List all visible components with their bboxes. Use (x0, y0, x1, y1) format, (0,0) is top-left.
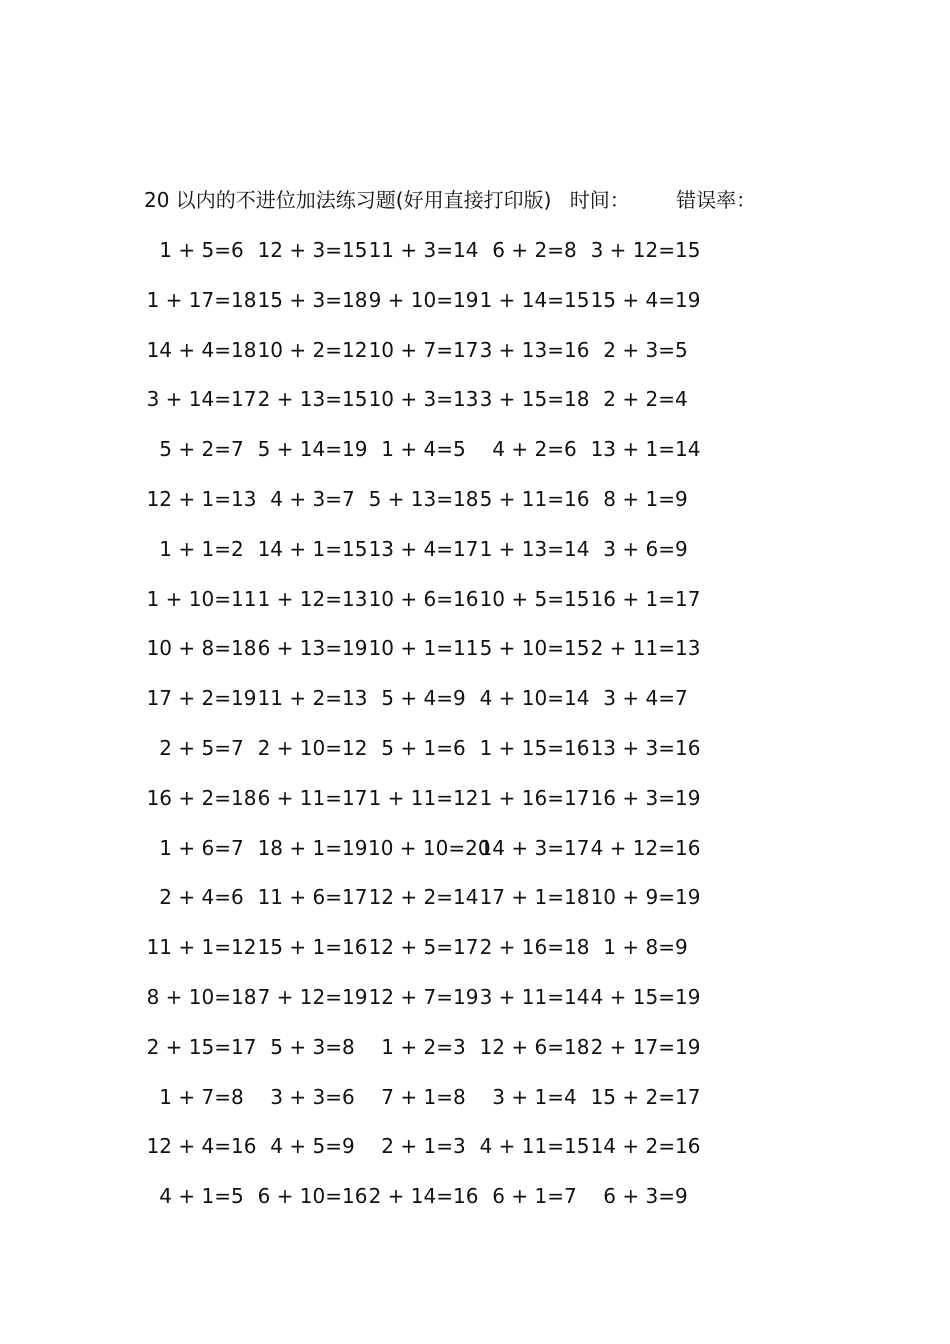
addition-problem: 10 + 10=20 (368, 835, 491, 860)
problem-row (146, 1033, 706, 1083)
addition-problem: 8 + 10=18 (146, 984, 257, 1009)
addition-problem: 14 + 4=18 (146, 337, 257, 362)
addition-problem: 1 + 11=12 (368, 785, 479, 810)
addition-problem: 10 + 1=11 (368, 636, 479, 661)
addition-problem: 6 + 11=17 (257, 785, 368, 810)
addition-problem: 3 + 15=18 (479, 387, 590, 412)
addition-problem: 14 + 3=17 (479, 835, 590, 860)
addition-problem: 1 + 16=17 (479, 785, 590, 810)
addition-problem: 13 + 3=16 (590, 735, 701, 760)
addition-problem: 2 + 16=18 (479, 935, 590, 960)
addition-problem: 1 + 13=14 (479, 536, 590, 561)
addition-problem: 13 + 4=17 (368, 536, 479, 561)
addition-problem: 2 + 17=19 (590, 1034, 701, 1059)
time-label: 时间： (569, 188, 630, 212)
addition-problem: 5 + 13=18 (368, 486, 479, 511)
addition-problem: 16 + 2=18 (146, 785, 257, 810)
addition-problem: 15 + 1=16 (257, 935, 368, 960)
problem-row (146, 684, 706, 734)
addition-problem: 5 + 2=7 (159, 437, 244, 462)
addition-problem: 7 + 1=8 (381, 1084, 466, 1109)
addition-problem: 10 + 2=12 (257, 337, 368, 362)
addition-problem: 4 + 5=9 (270, 1134, 355, 1159)
problem-row (146, 933, 706, 983)
addition-problem: 2 + 15=17 (146, 1034, 257, 1059)
addition-problem: 5 + 14=19 (257, 437, 368, 462)
addition-problem: 3 + 1=4 (492, 1084, 577, 1109)
problem-row (146, 585, 706, 635)
addition-problem: 6 + 10=16 (257, 1184, 368, 1209)
problem-row (146, 385, 706, 435)
addition-problem: 12 + 6=18 (479, 1034, 590, 1059)
addition-problem: 6 + 3=9 (603, 1184, 688, 1209)
addition-problem: 4 + 3=7 (270, 486, 355, 511)
addition-problem: 3 + 13=16 (479, 337, 590, 362)
addition-problem: 5 + 11=16 (479, 486, 590, 511)
addition-problem: 10 + 9=19 (590, 885, 701, 910)
addition-problem: 1 + 1=2 (159, 536, 244, 561)
addition-problem: 10 + 8=18 (146, 636, 257, 661)
addition-problem: 10 + 6=16 (368, 586, 479, 611)
addition-problem: 15 + 2=17 (590, 1084, 701, 1109)
addition-problem: 12 + 1=13 (146, 486, 257, 511)
addition-problem: 3 + 6=9 (603, 536, 688, 561)
addition-problem: 1 + 4=5 (381, 437, 466, 462)
addition-problem: 2 + 2=4 (603, 387, 688, 412)
addition-problem: 2 + 10=12 (257, 735, 368, 760)
addition-problem: 2 + 3=5 (603, 337, 688, 362)
problem-row (146, 634, 706, 684)
addition-problem: 9 + 10=19 (368, 287, 479, 312)
addition-problem: 4 + 1=5 (159, 1184, 244, 1209)
addition-problem: 6 + 13=19 (257, 636, 368, 661)
addition-problem: 3 + 11=14 (479, 984, 590, 1009)
addition-problem: 3 + 4=7 (603, 686, 688, 711)
addition-problem: 3 + 3=6 (270, 1084, 355, 1109)
addition-problem: 2 + 11=13 (590, 636, 701, 661)
addition-problem: 8 + 1=9 (603, 486, 688, 511)
addition-problem: 2 + 1=3 (381, 1134, 466, 1159)
addition-problem: 5 + 10=15 (479, 636, 590, 661)
problem-row (146, 336, 706, 386)
addition-problem: 11 + 2=13 (257, 686, 368, 711)
problem-row (146, 834, 706, 884)
addition-problem: 6 + 2=8 (492, 238, 577, 262)
addition-problem: 7 + 12=19 (257, 984, 368, 1009)
problem-row (146, 236, 706, 286)
addition-problem: 15 + 3=18 (257, 287, 368, 312)
addition-problem: 1 + 15=16 (479, 735, 590, 760)
problem-row (146, 784, 706, 834)
addition-problem: 1 + 14=15 (479, 287, 590, 312)
addition-problem: 4 + 15=19 (590, 984, 701, 1009)
addition-problem: 1 + 2=3 (381, 1034, 466, 1059)
addition-problem: 2 + 4=6 (159, 885, 244, 910)
addition-problem: 16 + 3=19 (590, 785, 701, 810)
addition-problem: 4 + 2=6 (492, 437, 577, 462)
addition-problem: 10 + 3=13 (368, 387, 479, 412)
addition-problem: 1 + 12=13 (257, 586, 368, 611)
addition-problem: 13 + 1=14 (590, 437, 701, 462)
addition-problem: 16 + 1=17 (590, 586, 701, 611)
problem-row (146, 883, 706, 933)
problem-row (146, 535, 706, 585)
addition-problem: 11 + 1=12 (146, 935, 257, 960)
addition-problem: 2 + 14=16 (368, 1184, 479, 1209)
addition-problem: 1 + 17=18 (146, 287, 257, 312)
addition-problem: 6 + 1=7 (492, 1184, 577, 1209)
addition-problem: 5 + 4=9 (381, 686, 466, 711)
problem-row (146, 1132, 706, 1182)
problem-row (146, 286, 706, 336)
addition-problem: 10 + 7=17 (368, 337, 479, 362)
addition-problem: 18 + 1=19 (257, 835, 368, 860)
addition-problem: 2 + 13=15 (257, 387, 368, 412)
addition-problem: 3 + 14=17 (146, 387, 257, 412)
addition-problem: 14 + 1=15 (257, 536, 368, 561)
addition-problem: 1 + 6=7 (159, 835, 244, 860)
addition-problem: 10 + 5=15 (479, 586, 590, 611)
addition-problem: 1 + 10=11 (146, 586, 257, 611)
problem-row (146, 435, 706, 485)
addition-problem: 12 + 3=15 (257, 238, 368, 262)
addition-problem: 11 + 6=17 (257, 885, 368, 910)
addition-problem: 4 + 10=14 (479, 686, 590, 711)
error-rate-label: 错误率： (676, 188, 757, 212)
addition-problem: 4 + 11=15 (479, 1134, 590, 1159)
addition-problem: 12 + 2=14 (368, 885, 479, 910)
addition-problem: 11 + 3=14 (368, 238, 479, 262)
problem-row (146, 734, 706, 784)
addition-problem: 12 + 5=17 (368, 935, 479, 960)
addition-problem: 14 + 2=16 (590, 1134, 701, 1159)
addition-problem: 2 + 5=7 (159, 735, 244, 760)
addition-problem: 17 + 2=19 (146, 686, 257, 711)
addition-problem: 1 + 7=8 (159, 1084, 244, 1109)
problem-row (146, 1182, 706, 1232)
worksheet-header (144, 186, 756, 214)
worksheet-title: 20 以内的不进位加法练习题(好用直接打印版) (144, 188, 552, 212)
addition-problem: 12 + 7=19 (368, 984, 479, 1009)
problem-row (146, 983, 706, 1033)
addition-problem: 5 + 3=8 (270, 1034, 355, 1059)
addition-problem: 3 + 12=15 (590, 238, 701, 262)
addition-problem: 1 + 8=9 (603, 935, 688, 960)
addition-problem: 15 + 4=19 (590, 287, 701, 312)
addition-problem: 4 + 12=16 (590, 835, 701, 860)
problem-row (146, 1083, 706, 1133)
addition-problem: 17 + 1=18 (479, 885, 590, 910)
addition-problem: 5 + 1=6 (381, 735, 466, 760)
addition-problem: 1 + 5=6 (159, 238, 244, 262)
problem-grid (146, 236, 706, 1232)
addition-problem: 12 + 4=16 (146, 1134, 257, 1159)
problem-row (146, 485, 706, 535)
